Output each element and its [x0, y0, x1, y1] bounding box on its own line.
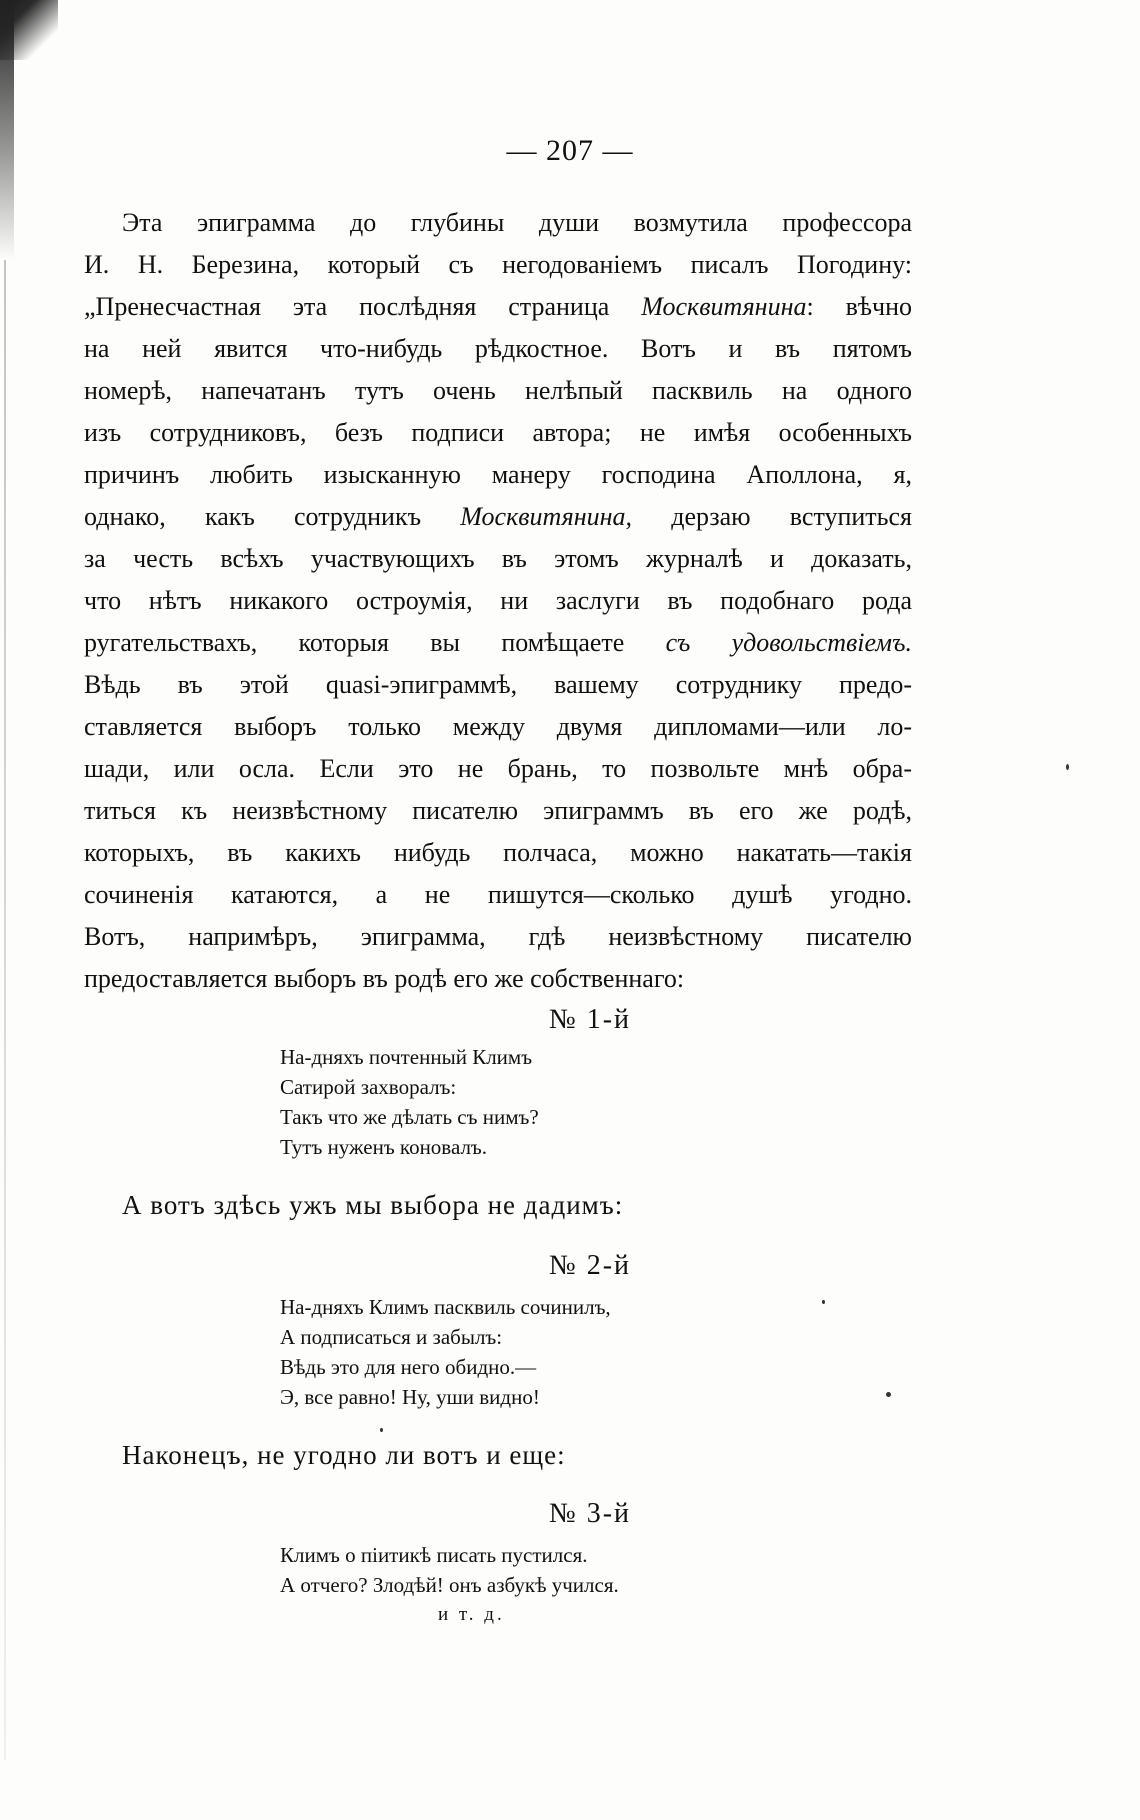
paragraph-line-segment: ругательствахъ, которыя вы помѣщаете	[84, 628, 625, 657]
scan-speck	[886, 1392, 891, 1397]
paragraph-line	[84, 286, 912, 328]
scan-speck	[822, 1300, 825, 1304]
transition-line-1: А вотъ здѣсь ужъ мы выбора не дадимъ:	[122, 1190, 624, 1220]
paragraph-line: титься къ неизвѣстному писателю эпиграммъ въ его же родѣ,	[84, 796, 912, 825]
paragraph-line: за честь всѣхъ участвующихъ въ этомъ журналѣ и доказать,	[84, 544, 912, 573]
verse-line: Климъ о піитикѣ писать пустился.	[280, 1543, 588, 1567]
epigram-3-heading: № 3-й	[548, 1498, 632, 1529]
verse-line: Такъ что же дѣлать съ нимъ?	[280, 1105, 539, 1129]
paragraph-line: изъ сотрудниковъ, безъ подписи автора; не имѣя особенныхъ	[84, 418, 912, 447]
verse-line: Э, все равно! Ну, уши видно!	[280, 1385, 540, 1409]
verse-line: На-дняхъ почтенный Климъ	[280, 1045, 533, 1069]
journal-title-italic: Москвитянина	[641, 292, 807, 321]
paragraph-line: которыхъ, въ какихъ нибудь полчаса, можно накатать—такія	[84, 838, 912, 867]
transition-line-2: Наконецъ, не угодно ли вотъ и еще:	[122, 1440, 566, 1470]
epigram-2-verse	[280, 1292, 611, 1412]
verse-line: Сатирой захворалъ:	[280, 1075, 457, 1099]
paragraph-line-segment: „Пренесчастная эта послѣдняя страница	[84, 292, 610, 321]
scan-speck	[380, 1428, 383, 1432]
paragraph-line: на ней явится что-нибудь рѣдкостное. Вотъ и въ пятомъ	[84, 334, 912, 363]
verse-line: Вѣдь это для него обидно.—	[280, 1355, 537, 1379]
etc-mark: и т. д.	[438, 1604, 505, 1625]
paragraph-line: причинъ любить изысканную манеру господина Аполлона, я,	[84, 460, 912, 489]
paragraph-line: номерѣ, напечатанъ тутъ очень нелѣпый пасквиль на одного	[84, 376, 912, 405]
paragraph-line: Вѣдь въ этой quasi-эпиграммѣ, вашему сотруднику предо-	[84, 670, 912, 699]
page-number: — 207 —	[506, 134, 634, 167]
scan-shadow-strip	[0, 0, 14, 260]
paragraph-line	[84, 622, 912, 664]
paragraph-line: предоставляется выборъ въ родѣ его же собственнаго:	[84, 964, 685, 993]
paragraph-line: шади, или осла. Если это не брань, то позвольте мнѣ обра-	[84, 754, 912, 783]
epigram-3-verse	[280, 1540, 619, 1600]
paragraph-line: что нѣтъ никакого остроумія, ни заслуги въ подобнаго рода	[84, 586, 912, 615]
verse-line: Тутъ нуженъ коновалъ.	[280, 1135, 488, 1159]
paragraph-line: сочиненія катаются, а не пишутся—сколько душѣ угодно.	[84, 880, 912, 909]
paragraph-line-segment: дерзаю вступиться	[671, 502, 912, 531]
verse-line: А подписаться и забылъ:	[280, 1325, 503, 1349]
paragraph-line: Эта эпиграмма до глубины души возмутила профессора	[122, 208, 912, 237]
paragraph-line-segment: : вѣчно	[806, 292, 912, 321]
paragraph-line: ставляется выборъ только между двумя дипломами—или ло-	[84, 712, 912, 741]
epigram-1-verse	[280, 1042, 539, 1162]
epigram-2-heading: № 2-й	[548, 1250, 632, 1281]
paragraph-line: И. Н. Березина, который съ негодованіемъ писалъ Погодину:	[84, 250, 912, 279]
paragraph-line-segment: однако, какъ сотрудникъ	[84, 502, 422, 531]
paragraph-line	[84, 496, 912, 538]
verse-line: На-дняхъ Климъ пасквиль сочинилъ,	[280, 1295, 611, 1319]
italic-phrase: съ удовольствіемъ.	[665, 628, 912, 657]
scan-speck	[1066, 764, 1069, 770]
paragraph-line: Вотъ, напримѣръ, эпиграмма, гдѣ неизвѣстному писателю	[84, 922, 912, 951]
journal-title-italic: Москвитянина,	[460, 502, 633, 531]
epigram-1-heading: № 1-й	[548, 1004, 632, 1035]
main-paragraph	[84, 202, 912, 1000]
verse-line: А отчего? Злодѣй! онъ азбукѣ учился.	[280, 1573, 619, 1597]
